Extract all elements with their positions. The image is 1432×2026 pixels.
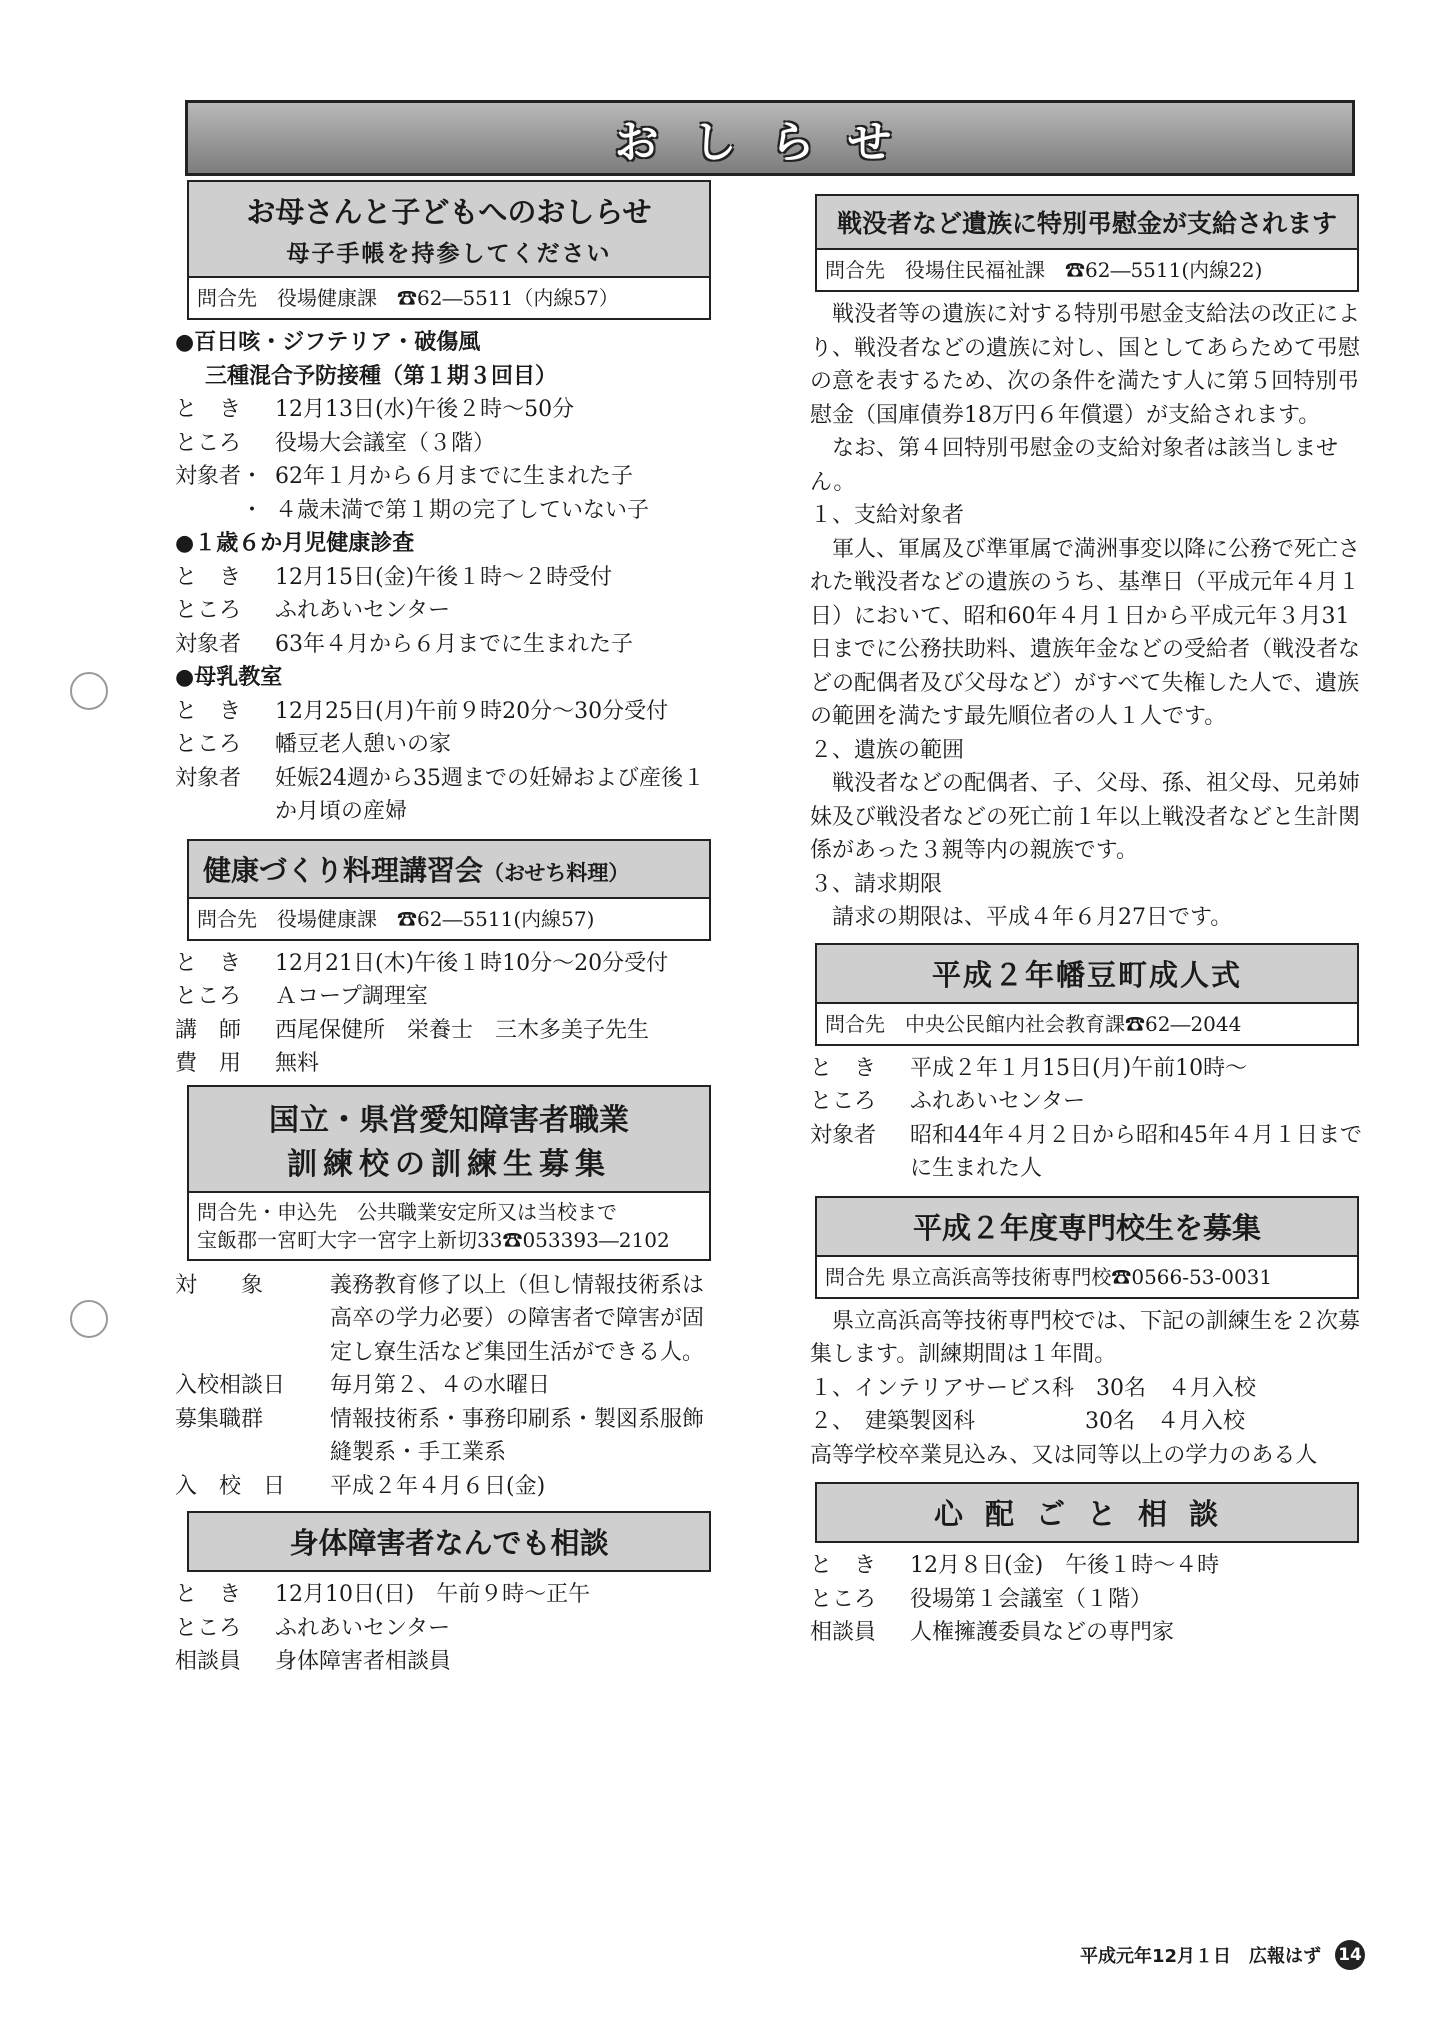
cooking-class-box <box>187 839 711 941</box>
row-value: 人権擁護委員などの専門家 <box>910 1620 1175 1645</box>
detail-row <box>810 1052 1362 1086</box>
row-label: 入 校 日 <box>175 1473 286 1499</box>
school-paragraph: 県立高浜高等技術専門校では、下記の訓練生を２次募集します。訓練期間は１年間。 <box>810 1308 1361 1367</box>
row-value: 平成２年１月15日(月)午前10時～ <box>910 1055 1248 1081</box>
row-label: ところ <box>175 598 242 623</box>
right-column <box>810 180 1362 1650</box>
disabled-consult-details <box>175 1578 720 1679</box>
detail-row <box>175 1403 720 1470</box>
mother-child-details <box>175 326 720 829</box>
detail-row <box>175 1014 720 1048</box>
detail-row <box>175 1369 720 1403</box>
row-value: 役場第１会議室（１階） <box>910 1586 1153 1612</box>
row-label: 対象者 <box>175 765 242 791</box>
disabled-consult-title: 身体障害者なんでも相談 <box>289 1526 609 1560</box>
row-value: ふれあいセンター <box>275 1615 451 1641</box>
training-header <box>189 1087 709 1191</box>
training-contact-line2: 宝飯郡一宮町大字一宮字上新切33☎053393―2102 <box>197 1227 670 1252</box>
row-value: ４歳未満で第１期の完了していない子 <box>275 497 650 523</box>
row-label: 対象者 <box>810 1122 877 1148</box>
row-value: 12月13日(水)午後２時～50分 <box>275 397 575 422</box>
detail-row <box>175 980 720 1014</box>
vaccine-subheading: 三種混合予防接種（第１期３回目） <box>205 363 558 389</box>
detail-row <box>175 1645 720 1679</box>
binder-hole-bottom <box>70 1300 108 1338</box>
row-value: 63年４月から６月までに生まれた子 <box>275 631 633 657</box>
worry-consult-box <box>815 1482 1359 1543</box>
coming-of-age-header <box>817 945 1357 1002</box>
war-bereaved-title: 戦没者など遺族に特別弔慰金が支給されます <box>836 209 1337 238</box>
row-value: ふれあいセンター <box>910 1089 1086 1114</box>
mother-child-title: お母さんと子どもへのおしらせ <box>246 195 652 229</box>
row-label: 対 象 <box>175 1272 264 1298</box>
row-label: と き <box>175 1582 242 1607</box>
detail-row <box>175 1612 720 1646</box>
cooking-title-note: （おせち料理） <box>483 860 630 885</box>
row-value: 12月10日(日) 午前９時～正午 <box>275 1582 591 1607</box>
row-value: 妊娠24週から35週までの妊婦および産後１か月頃の産婦 <box>275 765 705 824</box>
row-value: ふれあいセンター <box>275 598 451 623</box>
war-paragraph: 請求の期限は、平成４年６月27日です。 <box>832 905 1233 930</box>
row-label: 相談員 <box>810 1620 877 1645</box>
school-course-line: ２、 建築製図科 30名 ４月入校 <box>810 1409 1245 1434</box>
war-section-heading: ２、遺族の範囲 <box>810 737 965 763</box>
detail-row <box>175 1269 720 1370</box>
detail-row <box>175 728 720 762</box>
issue-date: 平成元年12月１日 広報はず <box>1080 1946 1322 1967</box>
detail-row <box>810 1583 1362 1617</box>
detail-row <box>175 1470 720 1504</box>
coming-of-age-title: 平成２年幡豆町成人式 <box>931 957 1242 992</box>
war-paragraph: 戦没者等の遺族に対する特別弔慰金支給法の改正により、戦没者などの遺族に対し、国としてあらためて弔慰の意を表するため、次の条件を満たす人に第５回特別弔慰金（国庫債券18万円６年償還）が支給されます。 <box>810 302 1361 428</box>
row-value: 毎月第２、４の水曜日 <box>330 1373 551 1398</box>
row-value: 12月21日(木)午後１時10分～20分受付 <box>275 950 669 976</box>
mother-child-header <box>189 182 709 276</box>
row-label: ところ <box>175 732 242 757</box>
checkup-heading: ●１歳６か月児健康診査 <box>175 531 415 556</box>
training-school-box <box>187 1085 711 1261</box>
detail-row <box>810 1119 1362 1186</box>
detail-row <box>175 494 720 528</box>
detail-row <box>175 695 720 729</box>
row-label: 対象者 <box>175 631 242 657</box>
row-label: ところ <box>175 1615 242 1641</box>
row-label: と き <box>810 1553 877 1578</box>
row-label: と き <box>175 698 242 724</box>
row-value: 無料 <box>275 1051 320 1076</box>
war-paragraph: 戦没者などの配偶者、子、父母、孫、祖父母、兄弟姉妹及び戦没者などの死亡前１年以上戦没者などと生計関係があった３親等内の親族です。 <box>810 771 1361 863</box>
detail-row <box>810 1616 1362 1650</box>
detail-row <box>175 1047 720 1081</box>
coming-of-age-box <box>815 943 1359 1046</box>
row-value: 幡豆老人憩いの家 <box>275 732 452 757</box>
mother-child-contact: 問合先 役場健康課 ☎62―5511（内線57） <box>189 276 709 318</box>
row-label: と き <box>175 564 242 590</box>
row-label: 講 師 <box>175 1017 242 1043</box>
vocational-school-header <box>817 1198 1357 1255</box>
row-value: 義務教育修了以上（但し情報技術系は高卒の学力必要）の障害者で障害が固定し寮生活など集団生活ができる人。 <box>330 1272 705 1365</box>
worry-consult-details <box>810 1549 1362 1650</box>
war-bereaved-header <box>817 196 1357 248</box>
training-contact-line1: 問合先・申込先 公共職業安定所又は当校まで <box>197 1199 617 1224</box>
row-value: 12月15日(金)午後１時～２時受付 <box>275 564 613 590</box>
disabled-consult-box <box>187 1511 711 1572</box>
row-label: 対象者・ <box>175 464 264 489</box>
detail-row <box>175 762 720 829</box>
row-label: ・ <box>175 497 264 523</box>
row-label: ところ <box>175 430 242 456</box>
training-contact <box>189 1191 709 1259</box>
row-value: 12月25日(月)午前９時20分～30分受付 <box>275 698 669 724</box>
cooking-details <box>175 947 720 1081</box>
row-value: 西尾保健所 栄養士 三木多美子先生 <box>275 1017 650 1043</box>
cooking-header <box>189 841 709 897</box>
training-details <box>175 1269 720 1504</box>
training-title-line2: 訓練校の訓練生募集 <box>287 1146 611 1182</box>
disabled-consult-header <box>189 1513 709 1570</box>
detail-row <box>175 427 720 461</box>
row-value: 12月８日(金) 午後１時～４時 <box>910 1553 1220 1578</box>
banner-title: おしらせ <box>614 117 926 168</box>
row-label: ところ <box>175 984 242 1009</box>
mother-child-subtitle: 母子手帳を持参してください <box>286 241 612 267</box>
row-label: と き <box>175 950 242 976</box>
war-bereaved-contact: 問合先 役場住民福祉課 ☎62―5511(内線22) <box>817 248 1357 290</box>
detail-row <box>175 561 720 595</box>
war-section-heading: １、支給対象者 <box>810 503 965 528</box>
binder-hole-top <box>70 672 108 710</box>
war-paragraph: なお、第４回特別弔慰金の支給対象者は該当しません。 <box>810 436 1339 495</box>
detail-row <box>175 628 720 662</box>
detail-row <box>175 947 720 981</box>
mother-child-notice-box <box>187 180 711 320</box>
row-value: 平成２年４月６日(金) <box>330 1473 546 1499</box>
row-value: 昭和44年４月２日から昭和45年４月１日までに生まれた人 <box>910 1122 1362 1181</box>
worry-consult-header <box>817 1484 1357 1541</box>
coming-of-age-details <box>810 1052 1362 1186</box>
cooking-title: 健康づくり料理講習会 <box>203 853 484 887</box>
war-bereaved-box <box>815 194 1359 292</box>
detail-row <box>175 1578 720 1612</box>
row-label: 募集職群 <box>175 1406 264 1432</box>
row-label: 費 用 <box>175 1051 242 1076</box>
row-label: 相談員 <box>175 1649 242 1674</box>
detail-row <box>175 460 720 494</box>
cooking-contact: 問合先 役場健康課 ☎62―5511(内線57) <box>189 897 709 939</box>
page-number: 14 <box>1335 1940 1365 1970</box>
page-footer <box>1080 1940 1365 1970</box>
row-label: と き <box>175 397 242 422</box>
training-title-line1: 国立・県営愛知障害者職業 <box>269 1102 629 1138</box>
row-value: Ａコープ調理室 <box>275 984 428 1009</box>
vocational-school-contact: 問合先 県立高浜高等技術専門校☎0566-53-0031 <box>817 1255 1357 1297</box>
detail-row <box>810 1085 1362 1119</box>
detail-row <box>175 594 720 628</box>
vaccine-heading: ●百日咳・ジフテリア・破傷風 <box>175 330 481 355</box>
row-value: 身体障害者相談員 <box>275 1649 452 1674</box>
vocational-school-box <box>815 1196 1359 1299</box>
row-value: 62年１月から６月までに生まれた子 <box>275 464 633 489</box>
row-label: ところ <box>810 1586 877 1612</box>
detail-row <box>175 393 720 427</box>
row-value: 情報技術系・事務印刷系・製図系服飾縫製系・手工業系 <box>330 1406 705 1465</box>
left-column <box>175 180 720 1679</box>
row-label: ところ <box>810 1089 877 1114</box>
notice-banner <box>185 100 1355 176</box>
worry-consult-title: 心配ごと相談 <box>933 1497 1240 1531</box>
war-paragraph: 軍人、軍属及び準軍属で満洲事変以降に公務で死亡された戦没者などの遺族のうち、基準日（平成元年４月１日）において、昭和60年４月１日から平成元年３月31日までに公務扶助料、遺族年金などの受給者（戦没者などの配偶者及び父母など）がすべて失権した人で、遺族の範囲を満たす最先順位者の人１人です。 <box>810 536 1361 729</box>
breastfeeding-heading: ●母乳教室 <box>175 665 283 690</box>
school-course-line: １、インテリアサービス科 30名 ４月入校 <box>810 1375 1256 1401</box>
row-label: 入校相談日 <box>175 1373 286 1398</box>
vocational-school-title: 平成２年度専門校生を募集 <box>912 1210 1261 1245</box>
war-section-heading: ３、請求期限 <box>810 871 943 897</box>
school-requirement: 高等学校卒業見込み、又は同等以上の学力のある人 <box>810 1442 1318 1468</box>
coming-of-age-contact: 問合先 中央公民館内社会教育課☎62―2044 <box>817 1002 1357 1044</box>
row-label: と き <box>810 1055 877 1081</box>
detail-row <box>810 1549 1362 1583</box>
row-value: 役場大会議室（３階） <box>275 430 496 456</box>
